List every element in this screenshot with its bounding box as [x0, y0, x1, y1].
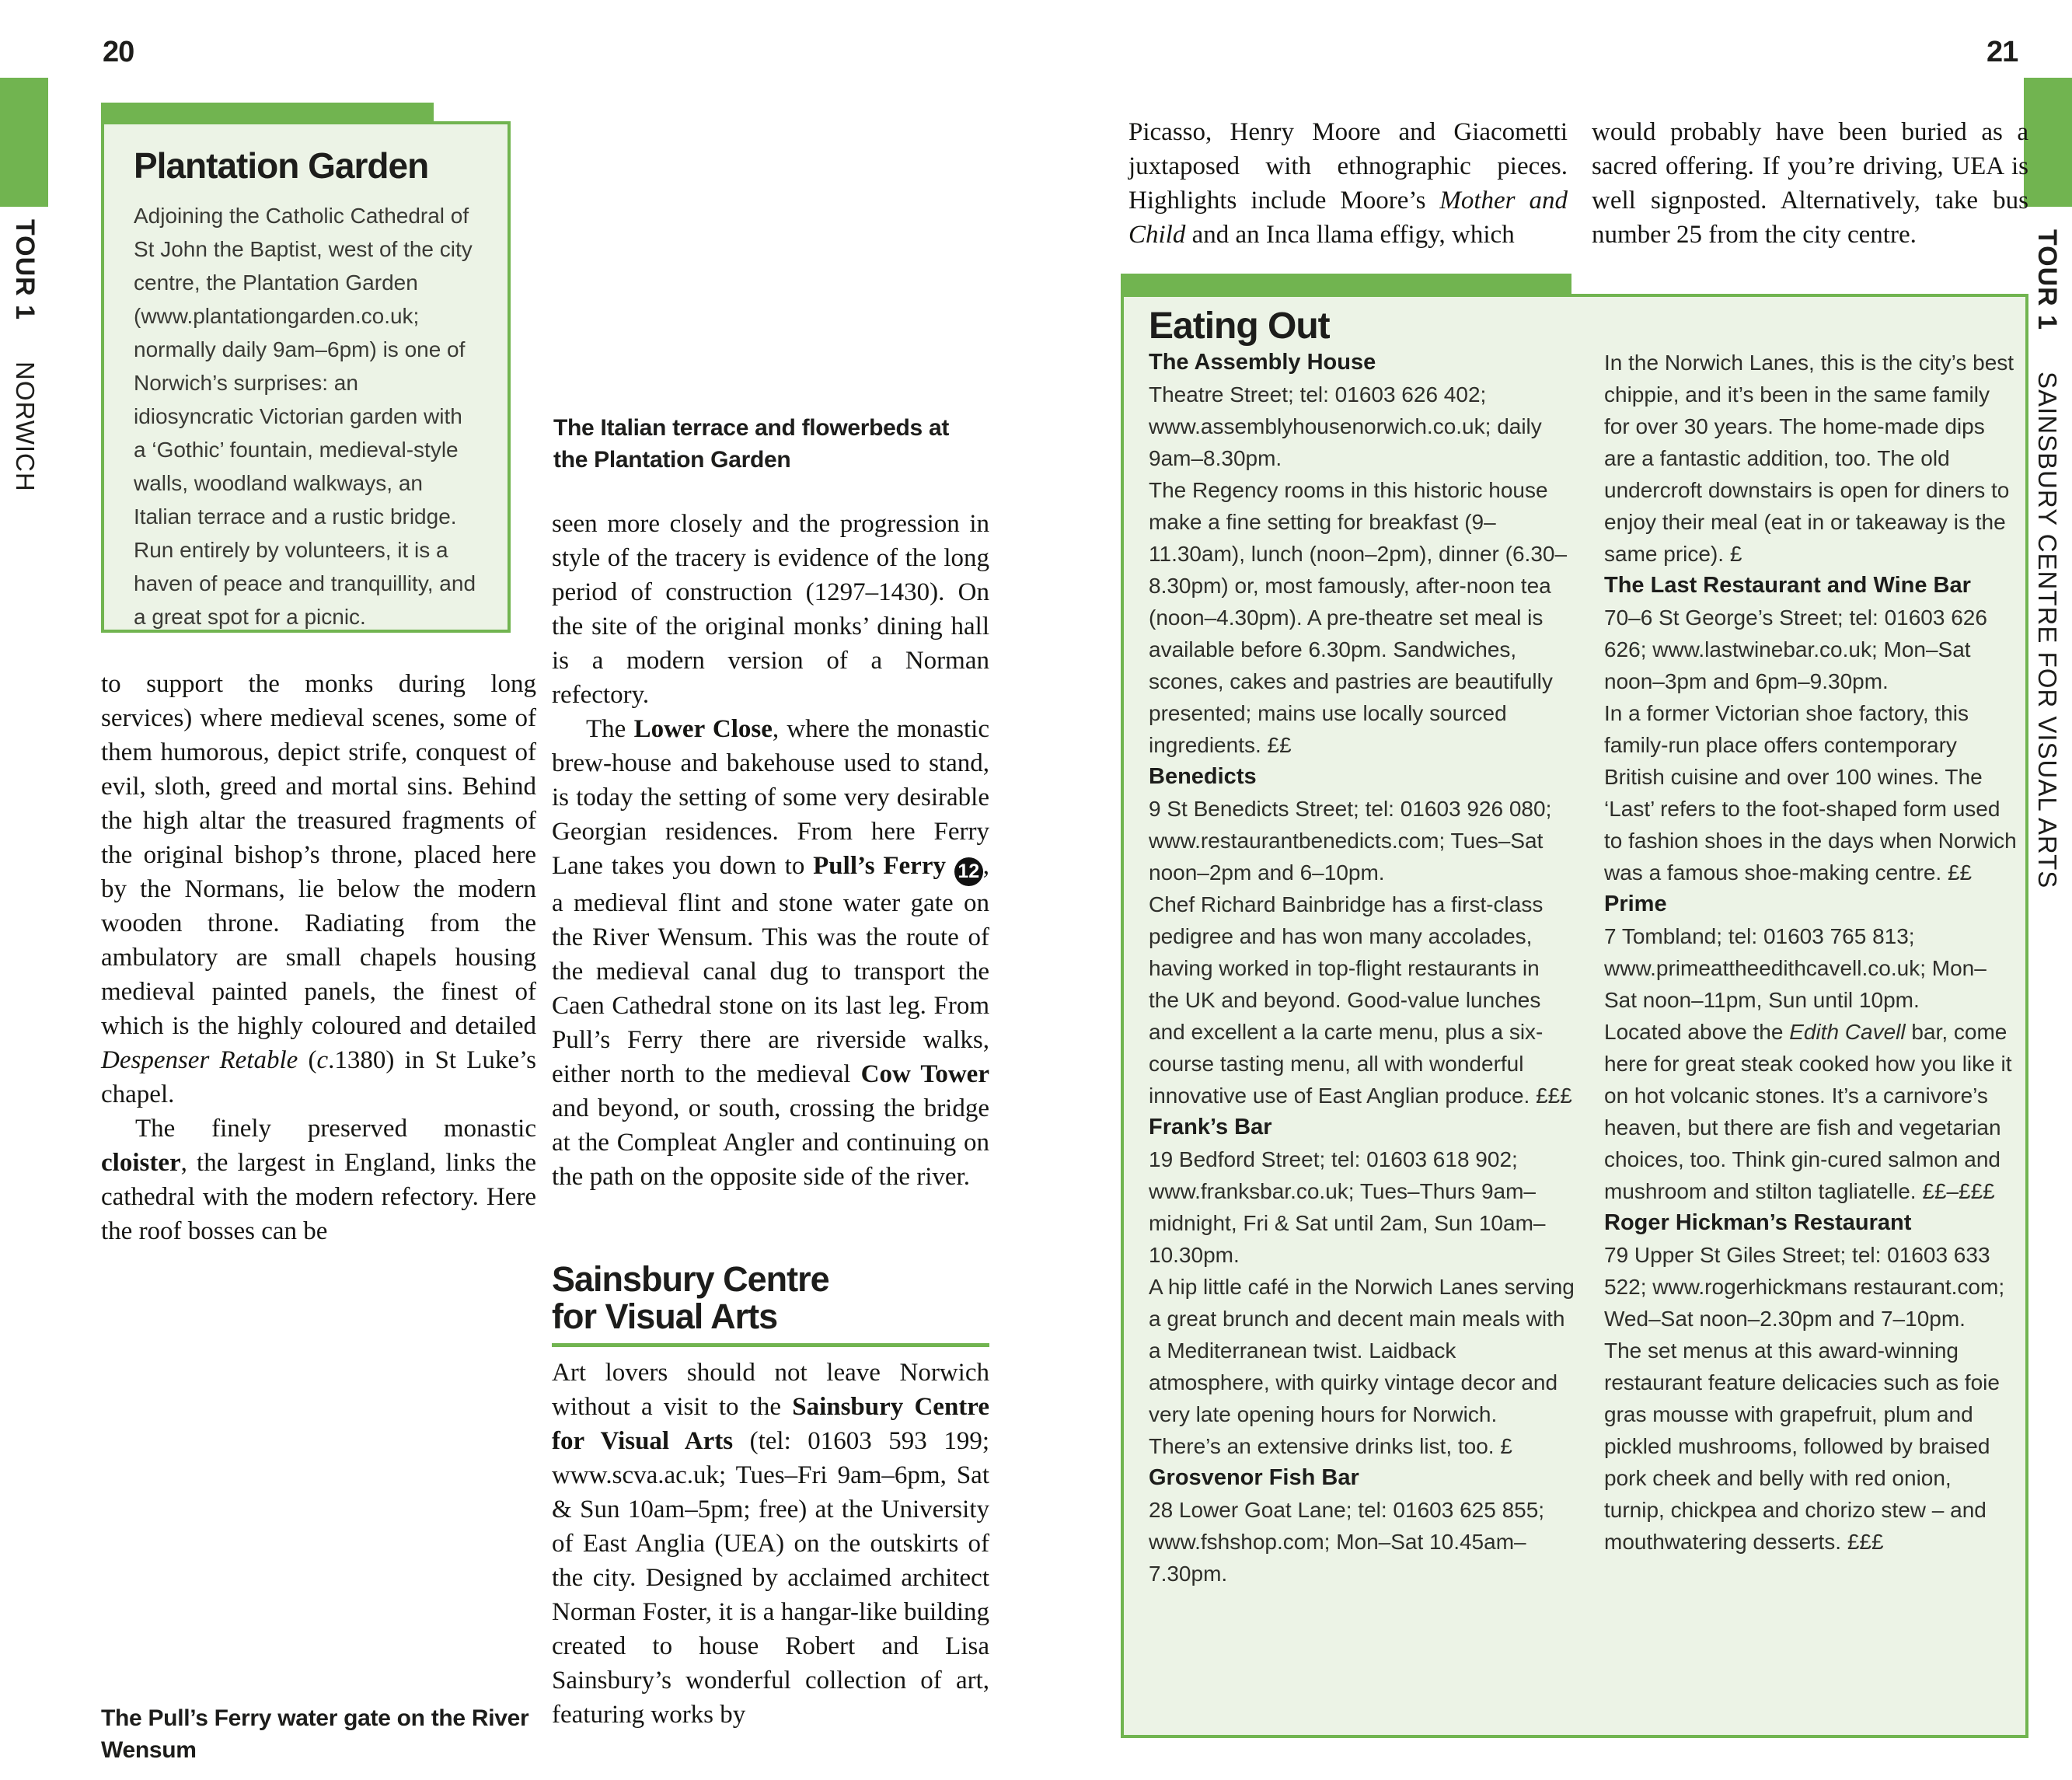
sainsbury-centre-paragraph	[552, 1356, 989, 1732]
paragraph	[552, 507, 989, 712]
text-run: and beyond, or south, crossing the bridge at the Compleat Angler and continuing on the path on the opposite side of the river.	[552, 1094, 989, 1191]
tour-section-label: SAINSBURY CENTRE FOR VISUAL ARTS	[2033, 371, 2062, 888]
text-run: The finely preserved monastic	[135, 1115, 536, 1143]
text-run: Art lovers should not leave Norwich without a visit to the	[552, 1359, 989, 1421]
eating-out-title: Eating Out	[1149, 305, 1330, 347]
text-run: Despenser Retable	[101, 1046, 298, 1074]
tour-tab-color-block-right	[2024, 78, 2072, 207]
text-run: would probably have been buried as a sacred offering. If you’re driving, UEA is well signposted. Alternatively, take bus number 25 from the city centre.	[1592, 118, 2028, 249]
sainsbury-centre-heading	[552, 1261, 829, 1335]
heading-green-rule	[552, 1343, 989, 1347]
ferry-photo-caption: The Pull’s Ferry water gate on the River Wensum	[101, 1705, 529, 1763]
text-run: (	[298, 1046, 317, 1074]
text-run: , a medieval flint and stone water gate on the River Wensum. This was the route of the medieval canal dug to transport the Caen Cathedral stone on its last leg. From Pull’s Ferry there are riverside walks, either north to the medieval	[552, 852, 989, 1088]
page-number-left: 20	[103, 36, 134, 68]
text-run: Edith Cavell	[1789, 1020, 1906, 1044]
text-run: Pull’s Ferry	[813, 852, 946, 880]
paragraph	[552, 712, 989, 1194]
text-run: Sainsbury Centre for Visual Arts	[552, 1393, 989, 1455]
continuation-column-right	[1592, 115, 2028, 252]
text-run: cloister	[101, 1149, 181, 1177]
tour-section-label: NORWICH	[11, 361, 40, 492]
tour-number-label: TOUR 1	[2032, 229, 2062, 331]
restaurant-detail: 79 Upper St Giles Street; tel: 01603 633 522; www.rogerhickmans restaurant.com; Wed–Sat noon–2.30pm and 7–10pm.	[1604, 1243, 2005, 1331]
paragraph	[552, 1356, 989, 1732]
text-run: to support the monks during long services) where medieval scenes, some of them humorous, depict strife, conquest of evil, sloth, greed and mortal sins. Behind the high altar the treasured fragments of the original bishop’s throne, placed here by the Normans, lie below the modern wooden throne. Radiating from the ambulatory are small chapels housing medieval painted panels, the finest of which is the highly coloured and detailed	[101, 670, 536, 1040]
restaurant-detail: The Regency rooms in this historic house make a fine setting for breakfast (9–11.30am), lunch (noon–2pm), dinner (6.30–8.30pm) or, most famously, after-noon tea (noon–4.30pm). A pre-theatre set meal is available before 6.30pm. Sandwiches, scones, cakes and pastries are beautifully presented; mains use locally sourced ingredients. ££	[1149, 478, 1568, 757]
info-box-title: Plantation Garden	[134, 145, 429, 186]
restaurant-detail: A hip little café in the Norwich Lanes serving a great brunch and decent main meals with a Mediterranean twist. Laidback atmosphere, with quirky vintage decor and very late opening hours for Norwich. There’s an extensive drinks list, too. £	[1149, 1275, 1575, 1458]
text-run: Mother and Child	[1128, 187, 1568, 249]
restaurant-detail: 70–6 St George’s Street; tel: 01603 626 626; www.lastwinebar.co.uk; Mon–Sat noon–3pm and 6pm–9.30pm.	[1604, 606, 1987, 693]
restaurant-detail: Theatre Street; tel: 01603 626 402; www.assemblyhousenorwich.co.uk; daily 9am–8.30pm.	[1149, 382, 1542, 470]
info-box-top-bar	[101, 103, 434, 123]
restaurant-detail: 7 Tombland; tel: 01603 765 813; www.primeattheedithcavell.co.uk; Mon–Sat noon–11pm, Sun until 10pm.	[1604, 924, 1987, 1012]
paragraph	[101, 667, 536, 1112]
restaurant-name: The Last Restaurant and Wine Bar	[1604, 573, 1971, 598]
restaurant-name: Grosvenor Fish Bar	[1149, 1465, 1359, 1490]
text-run: The	[586, 715, 634, 743]
text-run	[946, 852, 954, 880]
tour-tab-color-block-left	[0, 78, 48, 207]
info-box-body: Adjoining the Catholic Cathedral of St John the Baptist, west of the city centre, the Plantation Garden (www.plantationgarden.co.uk; normally daily 9am–6pm) is one of Norwich’s surprises: an idiosyncratic Victorian garden with a ‘Gothic’ fountain, medieval-style walls, woodland walkways, an Italian terrace and a rustic bridge. Run entirely by volunteers, it is a haven of peace and tranquillity, and a great spot for a picnic.	[134, 204, 476, 629]
text-run: , where the monastic brew-house and bakehouse used to stand, is today the setting of some very desirable Georgian residences. From here Ferry Lane takes you down to	[552, 715, 989, 880]
restaurant-name: The Assembly House	[1149, 350, 1376, 375]
restaurant-name: Benedicts	[1149, 764, 1257, 789]
tour-number-label: TOUR 1	[10, 219, 40, 321]
text-run: Located above the	[1604, 1020, 1790, 1044]
text-run: Lower Close	[633, 715, 773, 743]
terrace-photo	[552, 115, 987, 406]
text-run: bar, come here for great steak cooked how you like it on hot volcanic stones. It’s a carnivore’s heaven, but there are fish and vegetarian choices, too. Think gin-cured salmon and mushroom and stilton tagliatelle. ££–£££	[1604, 1020, 2012, 1203]
close-text-column	[552, 507, 989, 1194]
map-number-badge: 12	[954, 857, 983, 886]
restaurant-name: Frank’s Bar	[1149, 1115, 1272, 1140]
text-run: , the largest in England, links the cathedral with the modern refectory. Here the roof bosses can be	[101, 1149, 536, 1245]
plantation-garden-info-box	[101, 121, 511, 633]
tour-tab-right	[2032, 229, 2062, 888]
text-run: (tel: 01603 593 199; www.scva.ac.uk; Tues–Fri 9am–6pm, Sat & Sun 10am–5pm; free) at the University of East Anglia (UEA) on the outskirts of the city. Designed by acclaimed architect Norman Foster, it is a hangar-like building created to house Robert and Lisa Sainsbury’s wonderful collection of art, featuring works by	[552, 1427, 989, 1729]
tour-tab-left	[9, 219, 40, 491]
text-run: seen more closely and the progression in style of the tracery is evidence of the long period of construction (1297–1430). On the site of the original monks’ dining hall is a modern version of a Norman refectory.	[552, 510, 989, 709]
eating-out-column-2	[1604, 347, 2018, 1558]
restaurant-detail: The set menus at this award-winning restaurant feature delicacies such as foie gras mousse with grapefruit, plum and pickled mushrooms, followed by braised pork cheek and belly with red onion, turnip, chickpea and chorizo stew – and mouthwatering desserts. £££	[1604, 1338, 2000, 1554]
restaurant-detail: In the Norwich Lanes, this is the city’s best chippie, and it’s been in the same family for over 30 years. The home-made dips are a fantastic addition, too. The old undercroft downstairs is open for diners to enjoy their meal (eat in or takeaway is the same price). £	[1604, 351, 2014, 566]
restaurant-detail: Chef Richard Bainbridge has a first-class pedigree and has won many accolades, having worked in top-flight restaurants in the UK and beyond. Good-value lunches and excellent a la carte menu, plus a six-course tasting menu, all with wonderful innovative use of East Anglian produce. £££	[1149, 892, 1572, 1108]
heading-line: for Visual Arts	[552, 1297, 778, 1336]
text-run: .1380) in St Luke’s chapel.	[101, 1046, 537, 1108]
cathedral-text-column	[101, 667, 536, 1248]
continuation-column-left	[1128, 115, 1568, 252]
restaurant-detail: 19 Bedford Street; tel: 01603 618 902; www.franksbar.co.uk; Tues–Thurs 9am–midnight, Fri & Sat until 2am, Sun 10am–10.30pm.	[1149, 1147, 1546, 1267]
text-run: Picasso, Henry Moore and Giacometti juxtaposed with ethnographic pieces. Highlights include Moore’s	[1128, 118, 1568, 215]
text-run: and an Inca llama effigy, which	[1185, 221, 1515, 249]
heading-line: Sainsbury Centre	[552, 1259, 829, 1299]
restaurant-name: Prime	[1604, 892, 1667, 916]
terrace-photo-caption: The Italian terrace and flowerbeds at the Plantation Garden	[553, 415, 950, 473]
restaurant-name: Roger Hickman’s Restaurant	[1604, 1210, 1912, 1235]
paragraph	[101, 1112, 536, 1248]
eating-out-column-1	[1149, 347, 1575, 1590]
restaurant-detail	[1604, 1016, 2018, 1207]
restaurant-detail: 9 St Benedicts Street; tel: 01603 926 080; www.restaurantbenedicts.com; Tues–Sat noon–2pm and 6–10pm.	[1149, 797, 1552, 885]
page-number-right: 21	[1987, 36, 2018, 68]
eating-out-top-bar	[1121, 274, 1571, 294]
restaurant-detail: In a former Victorian shoe factory, this family-run place offers contemporary British cuisine and over 100 wines. The ‘Last’ refers to the foot-shaped form used to fashion shoes in the days when Norwich was a famous shoe-making centre. ££	[1604, 701, 2017, 885]
restaurant-detail: 28 Lower Goat Lane; tel: 01603 625 855; www.fshshop.com; Mon–Sat 10.45am–7.30pm.	[1149, 1498, 1545, 1586]
text-run: Cow Tower	[860, 1060, 989, 1088]
text-run: c	[316, 1046, 329, 1074]
